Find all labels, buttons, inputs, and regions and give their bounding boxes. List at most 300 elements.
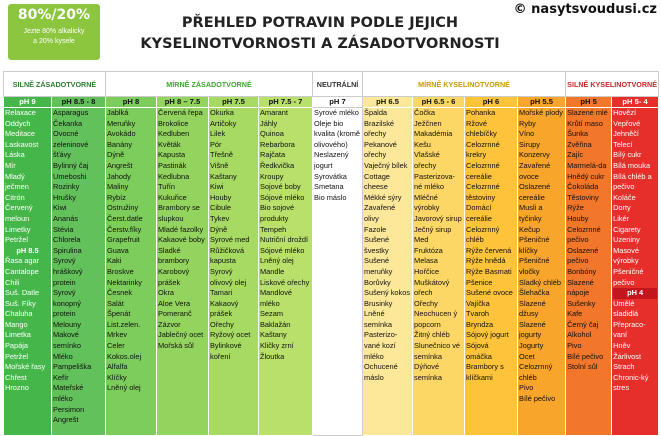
food-item: Houby xyxy=(210,192,232,202)
food-item: Kečup xyxy=(519,224,540,234)
ratio-caption-2: a 20% kysele xyxy=(33,38,75,45)
food-item: Kedluben xyxy=(158,129,190,139)
ph-header: pH 5 xyxy=(566,97,612,108)
ratio-badge xyxy=(8,4,100,60)
food-item: Kokos.olej xyxy=(107,351,142,361)
ph-header: pH 9 xyxy=(4,97,52,108)
food-item: Sojové boby xyxy=(260,182,301,192)
food-item: Špalda xyxy=(364,108,388,117)
food-item: Spirulina xyxy=(53,245,82,255)
food-item: Brokolice xyxy=(158,118,189,128)
food-item: Sušený kokos xyxy=(364,288,411,298)
food-item: Melouny xyxy=(53,319,81,329)
food-item: Jahody xyxy=(107,171,131,181)
food-item: Mateřské mléko xyxy=(53,383,84,404)
food-item: List.zelen. xyxy=(107,319,141,329)
food-item: Sladký chléb xyxy=(519,277,561,287)
food-item: Vlašské ořechy xyxy=(414,150,440,170)
food-item: Tuřín xyxy=(158,182,175,192)
food-item: Vaječný bílek xyxy=(364,160,408,170)
food-item: Červený meloun xyxy=(5,203,33,223)
food-item: Žárlivost xyxy=(613,351,642,361)
food-item: Pomeranč xyxy=(158,309,192,319)
ratio-text: 80%/20% xyxy=(17,7,91,23)
food-item: Jablečný ocet xyxy=(158,330,204,340)
food-row xyxy=(4,108,659,436)
food-item: Celozrnné pečivo xyxy=(567,224,601,245)
food-item: Karobový prášek xyxy=(158,266,190,287)
food-item: Hnědý cukr xyxy=(567,171,605,181)
ph-header: pH 7.5 xyxy=(209,97,259,108)
food-item: Alfalfa xyxy=(107,362,128,372)
food-item: Maliny xyxy=(107,182,129,192)
food-item: Hrozno xyxy=(5,383,29,393)
ph-header: pH 8 – 7.5 xyxy=(157,97,209,108)
food-item: Koláče xyxy=(613,192,636,202)
food-item: Hněv xyxy=(613,341,631,351)
food-item: Klíčky xyxy=(107,372,127,382)
food-item: Mořské plody xyxy=(519,108,563,117)
food-column xyxy=(106,108,157,436)
food-item: Pasterizova-né mléko xyxy=(414,171,456,192)
food-item: Špenát xyxy=(107,309,131,319)
food-item: Celozrnný chléb xyxy=(466,224,500,245)
food-item: Mrkev xyxy=(107,330,128,340)
food-item: Žitný chléb xyxy=(414,330,450,340)
food-item: Makové semínko xyxy=(53,330,81,351)
food-item: Ryby xyxy=(519,118,536,128)
food-item: Jablká xyxy=(107,108,129,117)
food-item: Strach xyxy=(613,362,635,372)
food-item: Mír xyxy=(5,160,16,170)
food-item: Ostružiny xyxy=(107,203,139,213)
food-item: Sójové mléko xyxy=(260,192,305,202)
food-item: Ořechy xyxy=(414,298,438,308)
food-item: Zvěřina xyxy=(567,139,592,149)
food-item: Pšeničné klíčky xyxy=(519,235,550,255)
food-item: Pampeliška xyxy=(53,362,92,372)
food-item: Cottage cheese xyxy=(364,171,390,192)
food-item: Zavařené olivy xyxy=(364,203,396,223)
food-item: Bílá chléb a pečivo xyxy=(613,171,652,192)
group-header: MÍRNĚ ZÁSADOTVORNÉ xyxy=(106,72,313,97)
food-item: Pastinák xyxy=(158,160,187,170)
food-item: Cigarety xyxy=(613,224,641,234)
ph-header: pH 5- 4 xyxy=(612,97,659,108)
food-item: Med xyxy=(414,235,429,245)
food-item: Marmelá-da xyxy=(567,160,607,170)
food-item: Mandlové mléko xyxy=(260,288,293,308)
food-item: Telecí xyxy=(613,139,633,149)
food-item: Celer xyxy=(107,341,125,351)
food-item: Celozrnný chléb xyxy=(519,362,553,382)
food-item: Přeprаco-vaní xyxy=(613,319,646,340)
group-header: SILNĚ ZÁSADOTVORNÉ xyxy=(4,72,106,97)
food-item: Kličky zrní xyxy=(260,341,294,351)
food-item: Bylinkové koření xyxy=(210,341,242,361)
food-item: Amarant xyxy=(260,108,288,117)
food-item: Umělé sladidlá xyxy=(613,298,639,319)
food-item: Dýně xyxy=(210,224,228,234)
food-item: Bryndza xyxy=(466,319,494,329)
food-item: Musli a tyčinky xyxy=(519,203,543,223)
ph-header: pH 6 xyxy=(465,97,518,108)
food-item: Čokoláda xyxy=(567,182,599,192)
food-item: Limetky xyxy=(5,224,31,234)
ph-header: pH 8 xyxy=(106,97,157,108)
food-item: Salát xyxy=(107,298,124,308)
food-item: Artičoky xyxy=(210,118,237,128)
food-item: Červená řepa xyxy=(158,108,203,117)
food-item: Mékké sýry xyxy=(364,192,402,202)
food-item: Oleje bio kvalita (kromě olivového) xyxy=(314,118,361,149)
food-item: Brusinky xyxy=(364,298,393,308)
food-item: Mladé fazolky xyxy=(158,224,204,234)
food-item: Limetka xyxy=(5,330,31,340)
food-item: Lněný olej xyxy=(107,383,141,393)
site-watermark: © nasytsvoudusi.cz xyxy=(513,2,657,17)
food-item: Čerst.datle xyxy=(107,213,143,223)
food-item: Kiwi xyxy=(210,182,224,192)
food-item: Ředkvička xyxy=(260,160,295,170)
inline-ph-label: pH 4 xyxy=(613,288,657,299)
food-item: Sušenky xyxy=(567,298,596,308)
group-header: SILNĚ KYSELINOTVORNÉ xyxy=(566,72,659,97)
food-item: Čerstv.fíky xyxy=(107,224,142,234)
food-item: Ježčnen xyxy=(414,118,442,128)
ph-header: pH 7.5 - 7 xyxy=(259,97,313,108)
food-item: Čekanka xyxy=(53,118,83,128)
food-item: Quinoa xyxy=(260,129,284,139)
food-item: Sójový jogurt xyxy=(466,330,509,340)
food-column xyxy=(4,108,52,436)
food-item: Šunka xyxy=(567,129,589,139)
food-item: Celozrnné cereálie xyxy=(466,160,500,181)
food-item: Rýže červená xyxy=(466,245,512,255)
food-item: Těstoviny xyxy=(567,192,599,202)
food-column xyxy=(363,108,413,436)
food-column xyxy=(413,108,465,436)
food-item: Brazilské ořechy xyxy=(364,118,395,139)
food-item: Syrový olivový olej xyxy=(210,266,247,287)
page-title xyxy=(115,13,525,55)
food-item: Hrušky xyxy=(53,192,76,202)
group-header: MÍRNĚ KYSELINOTVORNÉ xyxy=(363,72,566,97)
food-item: Rýže hnědá xyxy=(466,256,506,266)
food-item: Šlehačka xyxy=(519,288,550,298)
food-item: Žloutka xyxy=(260,351,285,361)
food-item: Mladý ječmen xyxy=(5,171,29,192)
food-item: Mořské řasy xyxy=(5,362,46,372)
food-item: Tamari xyxy=(210,288,233,298)
food-item: Oslazené cereálie xyxy=(519,182,551,202)
food-item: Kukuřice xyxy=(158,192,187,202)
food-item: Syrový konopný protein xyxy=(53,288,81,319)
food-item: Kešu xyxy=(414,139,431,149)
food-item: Stolní sůl xyxy=(567,362,598,372)
food-column xyxy=(518,108,566,436)
food-item: Muškátový ořech xyxy=(414,277,450,298)
food-item: Zázvor xyxy=(158,319,181,329)
food-column xyxy=(566,108,612,436)
food-item: Avokádo xyxy=(107,129,136,139)
ph-header-row xyxy=(4,97,659,108)
food-item: Chlorela xyxy=(53,235,81,245)
food-item: Nektarinky xyxy=(107,277,142,287)
food-ph-table xyxy=(3,71,659,436)
ratio-caption-1: Jezte 80% alkalicky xyxy=(23,28,85,35)
food-item: Kedlubna xyxy=(158,171,190,181)
food-item: Kafe xyxy=(567,309,583,319)
food-item: Liskové ořechy xyxy=(260,277,310,287)
food-item: Laskavost xyxy=(5,139,39,149)
food-item: Květák xyxy=(158,139,181,149)
food-item: Tvaroh xyxy=(466,309,490,319)
title-line-2: KYSELINOTVORNOSTI A ZÁSADOTVORNOSTI xyxy=(140,36,500,52)
food-item: Dorty xyxy=(613,203,631,213)
food-item: Bonbóny xyxy=(567,266,597,276)
food-item: Jáhly xyxy=(260,118,278,128)
food-item: Mango xyxy=(5,319,28,329)
food-item: Rýže xyxy=(567,203,584,213)
food-column xyxy=(157,108,209,436)
food-item: Ochucené máslo xyxy=(364,362,398,382)
food-item: Guava xyxy=(107,245,129,255)
ph-header: pH 8.5 - 8 xyxy=(52,97,106,108)
group-header: NEUTRÁLNÍ xyxy=(313,72,363,97)
food-item: Sušené ovoce xyxy=(466,288,513,298)
food-item: Papája xyxy=(5,341,29,351)
food-item: Broskve xyxy=(107,266,134,276)
food-item: Banány xyxy=(107,139,133,149)
ph-header: pH 6.5 - 6 xyxy=(413,97,465,108)
food-item: Kapusta xyxy=(158,150,186,160)
food-item: Hořčice xyxy=(414,266,440,276)
food-item: Domácí cereálie xyxy=(466,203,492,223)
food-item: Ječný sirup xyxy=(414,224,452,234)
food-item: Slunečnico vé semínka xyxy=(414,341,461,361)
food-item: Sezam xyxy=(260,309,284,319)
food-item: Oslazené pečivo xyxy=(567,245,599,266)
food-item: Meruňky xyxy=(107,118,136,128)
title-line-1: PŘEHLED POTRAVIN PODLE JEJICH xyxy=(181,15,459,31)
food-item: Dýňové semínka xyxy=(414,362,442,382)
food-item: Okra xyxy=(158,288,175,298)
food-item: Suš. Datle xyxy=(5,288,40,298)
ph-header: pH 6.5 xyxy=(363,97,413,108)
food-item: Kakaové boby xyxy=(158,235,205,245)
food-item: Mléko xyxy=(53,351,73,361)
food-item: Stévia xyxy=(53,224,74,234)
food-item: Zajíc xyxy=(567,150,584,160)
food-item: Melasa xyxy=(414,256,438,266)
food-column xyxy=(209,108,259,436)
food-item: Uzeniny xyxy=(613,235,640,245)
food-item: Petržel xyxy=(5,235,29,245)
food-item: Brambory s klíčkami xyxy=(466,362,504,382)
group-header-row xyxy=(4,72,659,97)
food-item: Kaštany xyxy=(260,330,287,340)
food-item: Mořská sůl xyxy=(158,341,194,351)
food-item: Neochucen ý popcorn xyxy=(414,309,458,329)
food-item: Syrové mléko xyxy=(314,108,359,117)
food-item: Česnek xyxy=(107,288,133,298)
food-item: Sladké brambory xyxy=(158,245,190,266)
food-item: Slazené jogurty xyxy=(519,319,546,340)
food-item: Neslazený jogurt xyxy=(314,150,349,170)
food-item: Rajčata xyxy=(260,150,286,160)
food-item: Ocet xyxy=(519,351,535,361)
food-item: Okurka xyxy=(210,108,234,117)
food-item: Lněné semínka xyxy=(364,309,392,329)
food-item: Chronic-ký stres xyxy=(613,372,649,393)
food-column xyxy=(313,108,363,436)
food-item: Čočka xyxy=(414,108,435,117)
food-item: Kiwi xyxy=(53,203,67,213)
food-item: Petržel xyxy=(5,351,29,361)
food-item: Citrón xyxy=(5,192,25,202)
food-item: Zavařené ovoce xyxy=(519,160,551,181)
food-item: Makadémia xyxy=(414,129,453,139)
food-item: Ržové chlebíčky xyxy=(466,118,497,139)
food-item: Celozrnné krekry xyxy=(466,139,500,160)
food-item: Borůvky xyxy=(364,277,391,287)
food-item: Persimon xyxy=(53,404,85,414)
food-item: Řasa agar xyxy=(5,256,40,266)
food-item: Mléčné výrobky xyxy=(414,192,440,213)
food-item: Sušené švestky xyxy=(364,235,390,255)
food-item: Jogurty xyxy=(519,341,544,351)
food-column xyxy=(465,108,518,436)
food-item: Ryžový ocet xyxy=(210,330,251,340)
food-item: Bílé pečivo xyxy=(567,351,604,361)
food-item: Pasterizo-vané kozí mléko xyxy=(364,330,398,361)
food-item: Pšenice xyxy=(466,277,493,287)
food-item: Rybíz xyxy=(107,192,126,202)
food-item: Kakaový prášek xyxy=(210,298,239,319)
food-item: Brambory se slupkou xyxy=(158,203,200,223)
food-item: Cantalope xyxy=(5,266,39,276)
food-item: Houby xyxy=(567,213,589,223)
food-item: Sirupy xyxy=(519,139,540,149)
food-item: Bio sojové produkty xyxy=(260,203,295,223)
ph-header: pH 7 xyxy=(313,97,363,108)
food-item: Fazole xyxy=(364,224,387,234)
food-item: Slazené džusy xyxy=(519,298,546,319)
food-item: Černý čaj xyxy=(567,319,599,329)
food-item: Ovocné zeleninové šťávy xyxy=(53,129,89,160)
food-item: Suš. Fíky xyxy=(5,298,36,308)
food-item: Meditace xyxy=(5,129,35,139)
food-column xyxy=(612,108,659,436)
food-item: Kaki xyxy=(107,256,122,266)
food-column xyxy=(259,108,313,436)
food-item: Fruktóza xyxy=(414,245,443,255)
food-item: Bílá mouka xyxy=(613,160,651,170)
food-item: Javorový sirup xyxy=(414,213,462,223)
food-item: Bílé pečivo xyxy=(519,394,556,404)
food-item: Konzervy xyxy=(519,150,550,160)
food-item: Pekanové ořechy xyxy=(364,139,397,160)
food-item: Mandle xyxy=(260,266,285,276)
food-item: Tempeh xyxy=(260,224,287,234)
food-item: Chaluha xyxy=(5,309,33,319)
food-item: Hovězí xyxy=(613,108,637,117)
food-item: Tykev xyxy=(210,213,230,223)
food-item: Dýně xyxy=(107,150,125,160)
food-item: Slazené nápoje xyxy=(567,277,594,298)
food-item: Sójová omáčka xyxy=(466,341,492,361)
food-column xyxy=(52,108,106,436)
food-item: Višně xyxy=(210,160,229,170)
food-item: Rýže Basmati xyxy=(466,266,512,276)
food-item: Pohanka xyxy=(466,108,496,117)
food-item: Baklažán xyxy=(260,319,291,329)
food-item: Pšeničné vločky xyxy=(519,256,550,276)
food-item: Syrovátka xyxy=(314,171,347,181)
food-item: Pivo xyxy=(567,341,582,351)
food-item: Láska xyxy=(5,150,25,160)
food-item: Kaštany xyxy=(210,171,237,181)
food-item: Chřest xyxy=(5,372,27,382)
food-item: Víno xyxy=(519,129,535,139)
food-item: Celozrnné těstoviny xyxy=(466,182,500,202)
food-item: Bio máslo xyxy=(314,192,347,202)
food-item: Lněný olej xyxy=(260,256,294,266)
food-item: Rozinky xyxy=(53,182,80,192)
food-item: Syrový hráškový protein xyxy=(53,256,83,287)
food-item: Bílý cukr xyxy=(613,150,642,160)
food-item: Grapefruit xyxy=(107,235,140,245)
food-item: Slazené mlé xyxy=(567,108,608,117)
inline-ph-label: pH 8.5 xyxy=(16,245,39,255)
food-item: Třešně xyxy=(210,150,234,160)
food-item: Pšeničné pečivo xyxy=(613,266,644,287)
ph-header: pH 5.5 xyxy=(518,97,566,108)
food-item: Angrešt xyxy=(107,160,133,170)
food-item: Kefír xyxy=(53,372,69,382)
food-item: Nutriční droždí xyxy=(260,235,309,245)
food-item: Alkohol xyxy=(567,330,592,340)
food-item: Rebarbora xyxy=(260,139,295,149)
food-item: Likér xyxy=(613,213,630,223)
food-item: Růžičková kapusta xyxy=(210,245,245,266)
food-item: Asparagus xyxy=(53,108,89,117)
food-item: Syrové med xyxy=(210,235,250,245)
food-item: Sójové mléko xyxy=(260,245,305,255)
food-item: Lilek xyxy=(210,129,226,139)
food-item: Ananás xyxy=(53,213,79,223)
food-item: Vajíčka xyxy=(466,298,490,308)
food-item: Chili xyxy=(5,277,20,287)
food-item: Aloe Vera xyxy=(158,298,191,308)
food-item: Sušené meruňky xyxy=(364,256,393,276)
food-item: Pór xyxy=(210,139,222,149)
food-item: Vepřové xyxy=(613,118,641,128)
food-item: Masové výrobky xyxy=(613,245,639,266)
food-item: Pivo xyxy=(519,383,534,393)
food-item: Smetana xyxy=(314,182,344,192)
food-item: Relaxace xyxy=(5,108,36,117)
food-item: Jehněčí xyxy=(613,129,639,139)
food-item: Umeboshi xyxy=(53,171,87,181)
food-item: Kroupy xyxy=(260,171,284,181)
food-item: Angrešt xyxy=(53,415,79,425)
food-item: Krůtí maso xyxy=(567,118,603,128)
food-item: Ořechy xyxy=(210,319,234,329)
food-item: Cibule xyxy=(210,203,231,213)
food-item: Oddych xyxy=(5,118,31,128)
